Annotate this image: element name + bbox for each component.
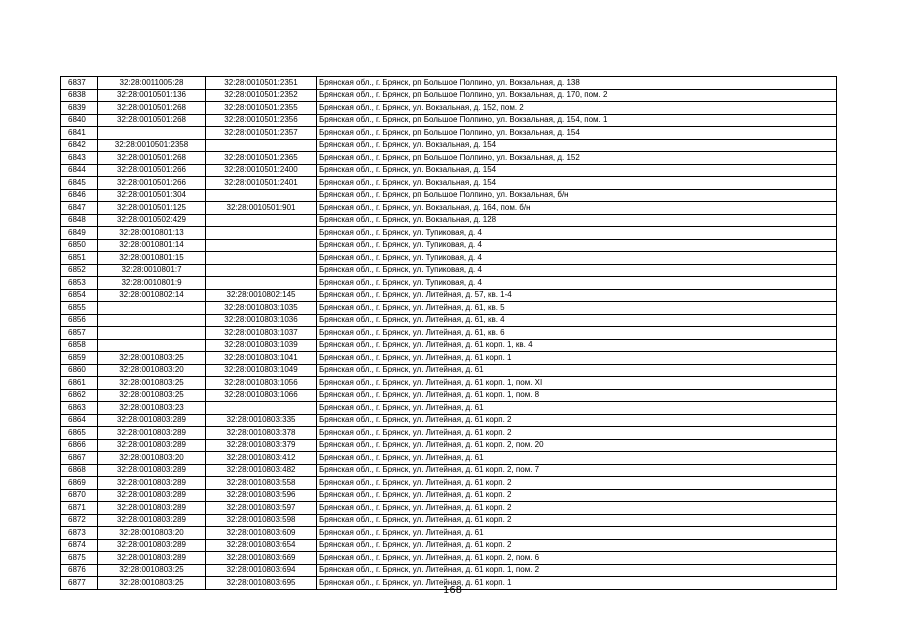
address-cell: Брянская обл., г. Брянск, ул. Вокзальная, д. 154 [317,139,837,152]
row-number-cell: 6842 [61,139,98,152]
table-row [61,239,837,252]
object-cadastral-number-cell: 32:28:0010803:412 [206,452,317,465]
table-row [61,77,837,90]
address-cell: Брянская обл., г. Брянск, ул. Литейная, д. 61 корп. 2 [317,427,837,440]
cadastral-number-cell: 32:28:0010501:266 [98,177,206,190]
row-number-cell: 6868 [61,464,98,477]
table-row [61,464,837,477]
table-row [61,427,837,440]
table-row [61,414,837,427]
cadastral-number-cell: 32:28:0010803:20 [98,527,206,540]
row-number-cell: 6853 [61,277,98,290]
row-number-cell: 6877 [61,577,98,590]
table-row [61,152,837,165]
address-cell: Брянская обл., г. Брянск, ул. Литейная, д. 61 корп. 1, пом. XI [317,377,837,390]
row-number-cell: 6874 [61,539,98,552]
cadastral-number-cell: 32:28:0010501:266 [98,164,206,177]
address-cell: Брянская обл., г. Брянск, ул. Литейная, д. 61 корп. 1 [317,352,837,365]
cadastral-number-cell: 32:28:0010803:289 [98,552,206,565]
table-row [61,377,837,390]
row-number-cell: 6864 [61,414,98,427]
cadastral-number-cell: 32:28:0010801:14 [98,239,206,252]
cadastral-number-cell: 32:28:0010803:289 [98,414,206,427]
row-number-cell: 6844 [61,164,98,177]
object-cadastral-number-cell: 32:28:0010803:1066 [206,389,317,402]
table-row [61,514,837,527]
table-row [61,364,837,377]
object-cadastral-number-cell: 32:28:0010803:482 [206,464,317,477]
cadastral-number-cell: 32:28:0011005:28 [98,77,206,90]
cadastral-number-cell: 32:28:0010803:25 [98,377,206,390]
address-cell: Брянская обл., г. Брянск, ул. Литейная, д. 61 корп. 1 [317,577,837,590]
address-cell: Брянская обл., г. Брянск, ул. Литейная, д. 61 корп. 2 [317,539,837,552]
address-cell: Брянская обл., г. Брянск, ул. Вокзальная, д. 154 [317,177,837,190]
object-cadastral-number-cell: 32:28:0010803:378 [206,427,317,440]
row-number-cell: 6851 [61,252,98,265]
cadastral-number-cell: 32:28:0010803:289 [98,427,206,440]
row-number-cell: 6839 [61,102,98,115]
cadastral-number-cell: 32:28:0010501:268 [98,102,206,115]
cadastral-number-cell: 32:28:0010803:23 [98,402,206,415]
address-cell: Брянская обл., г. Брянск, рп Большое Полпино, ул. Вокзальная, д. 170, пом. 2 [317,89,837,102]
cadastral-number-cell: 32:28:0010803:20 [98,452,206,465]
row-number-cell: 6858 [61,339,98,352]
row-number-cell: 6872 [61,514,98,527]
table-row [61,389,837,402]
object-cadastral-number-cell [206,252,317,265]
row-number-cell: 6855 [61,302,98,315]
row-number-cell: 6859 [61,352,98,365]
object-cadastral-number-cell: 32:28:0010803:1041 [206,352,317,365]
address-cell: Брянская обл., г. Брянск, ул. Литейная, д. 61, кв. 6 [317,327,837,340]
row-number-cell: 6860 [61,364,98,377]
address-cell: Брянская обл., г. Брянск, ул. Литейная, д. 61 корп. 1, пом. 2 [317,564,837,577]
table-row [61,552,837,565]
table-row [61,252,837,265]
row-number-cell: 6873 [61,527,98,540]
cadastral-number-cell [98,339,206,352]
table-row [61,439,837,452]
cadastral-number-cell: 32:28:0010801:7 [98,264,206,277]
table-row [61,402,837,415]
object-cadastral-number-cell: 32:28:0010803:1035 [206,302,317,315]
row-number-cell: 6848 [61,214,98,227]
row-number-cell: 6861 [61,377,98,390]
table-row [61,264,837,277]
address-cell: Брянская обл., г. Брянск, ул. Литейная, д. 61 корп. 2 [317,502,837,515]
cadastral-number-cell: 32:28:0010803:25 [98,577,206,590]
object-cadastral-number-cell: 32:28:0010802:145 [206,289,317,302]
address-cell: Брянская обл., г. Брянск, ул. Литейная, д. 61 корп. 2, пом. 7 [317,464,837,477]
row-number-cell: 6863 [61,402,98,415]
address-cell: Брянская обл., г. Брянск, ул. Литейная, д. 61 [317,364,837,377]
address-cell: Брянская обл., г. Брянск, ул. Литейная, д. 61 корп. 2, пом. 20 [317,439,837,452]
table-row [61,352,837,365]
table-row [61,477,837,490]
object-cadastral-number-cell [206,239,317,252]
address-cell: Брянская обл., г. Брянск, ул. Литейная, д. 61 [317,402,837,415]
address-cell: Брянская обл., г. Брянск, ул. Вокзальная, д. 154 [317,164,837,177]
object-cadastral-number-cell: 32:28:0010803:558 [206,477,317,490]
address-cell: Брянская обл., г. Брянск, ул. Литейная, д. 61 корп. 2 [317,414,837,427]
address-cell: Брянская обл., г. Брянск, ул. Литейная, д. 61, кв. 4 [317,314,837,327]
row-number-cell: 6857 [61,327,98,340]
row-number-cell: 6852 [61,264,98,277]
table-row [61,564,837,577]
address-cell: Брянская обл., г. Брянск, рп Большое Полпино, ул. Вокзальная, д. 138 [317,77,837,90]
object-cadastral-number-cell: 32:28:0010501:2365 [206,152,317,165]
object-cadastral-number-cell: 32:28:0010803:609 [206,527,317,540]
table-row [61,489,837,502]
object-cadastral-number-cell: 32:28:0010803:654 [206,539,317,552]
cadastral-number-cell: 32:28:0010803:289 [98,502,206,515]
object-cadastral-number-cell: 32:28:0010501:2355 [206,102,317,115]
address-cell: Брянская обл., г. Брянск, ул. Вокзальная, д. 128 [317,214,837,227]
table-row [61,502,837,515]
object-cadastral-number-cell [206,277,317,290]
row-number-cell: 6845 [61,177,98,190]
cadastral-number-cell [98,127,206,140]
object-cadastral-number-cell: 32:28:0010501:2400 [206,164,317,177]
address-cell: Брянская обл., г. Брянск, ул. Вокзальная, д. 164, пом. б/н [317,202,837,215]
table-row [61,164,837,177]
object-cadastral-number-cell: 32:28:0010501:901 [206,202,317,215]
address-cell: Брянская обл., г. Брянск, ул. Литейная, д. 61 корп. 2 [317,489,837,502]
object-cadastral-number-cell: 32:28:0010803:1036 [206,314,317,327]
address-cell: Брянская обл., г. Брянск, ул. Вокзальная, д. 152, пом. 2 [317,102,837,115]
address-cell: Брянская обл., г. Брянск, ул. Литейная, д. 57, кв. 1-4 [317,289,837,302]
table-row [61,302,837,315]
cadastral-number-cell: 32:28:0010803:289 [98,539,206,552]
table-row [61,89,837,102]
cadastral-number-cell: 32:28:0010502:429 [98,214,206,227]
object-cadastral-number-cell: 32:28:0010501:2357 [206,127,317,140]
table-row [61,314,837,327]
address-cell: Брянская обл., г. Брянск, ул. Тупиковая, д. 4 [317,252,837,265]
table-row [61,227,837,240]
table-row [61,452,837,465]
row-number-cell: 6870 [61,489,98,502]
object-cadastral-number-cell: 32:28:0010501:2356 [206,114,317,127]
table-row [61,289,837,302]
cadastral-number-cell: 32:28:0010803:289 [98,477,206,490]
cadastral-number-cell: 32:28:0010802:14 [98,289,206,302]
row-number-cell: 6843 [61,152,98,165]
object-cadastral-number-cell [206,214,317,227]
address-cell: Брянская обл., г. Брянск, рп Большое Полпино, ул. Вокзальная, д. 154, пом. 1 [317,114,837,127]
object-cadastral-number-cell [206,264,317,277]
object-cadastral-number-cell: 32:28:0010803:597 [206,502,317,515]
object-cadastral-number-cell: 32:28:0010803:596 [206,489,317,502]
cadastral-number-cell: 32:28:0010801:9 [98,277,206,290]
row-number-cell: 6837 [61,77,98,90]
row-number-cell: 6875 [61,552,98,565]
row-number-cell: 6871 [61,502,98,515]
row-number-cell: 6869 [61,477,98,490]
object-cadastral-number-cell: 32:28:0010803:335 [206,414,317,427]
row-number-cell: 6846 [61,189,98,202]
cadastral-number-cell: 32:28:0010803:25 [98,564,206,577]
object-cadastral-number-cell: 32:28:0010803:598 [206,514,317,527]
cadastral-number-cell: 32:28:0010803:289 [98,439,206,452]
cadastral-number-cell: 32:28:0010501:125 [98,202,206,215]
object-cadastral-number-cell [206,227,317,240]
cadastral-number-cell: 32:28:0010501:2358 [98,139,206,152]
cadastral-number-cell: 32:28:0010803:20 [98,364,206,377]
row-number-cell: 6865 [61,427,98,440]
object-cadastral-number-cell: 32:28:0010803:694 [206,564,317,577]
table-body [61,77,837,590]
table-row [61,339,837,352]
table-row [61,177,837,190]
address-cell: Брянская обл., г. Брянск, ул. Тупиковая, д. 4 [317,277,837,290]
cadastral-number-cell [98,302,206,315]
row-number-cell: 6849 [61,227,98,240]
row-number-cell: 6867 [61,452,98,465]
object-cadastral-number-cell: 32:28:0010803:695 [206,577,317,590]
row-number-cell: 6850 [61,239,98,252]
table-row [61,277,837,290]
row-number-cell: 6847 [61,202,98,215]
object-cadastral-number-cell: 32:28:0010803:1037 [206,327,317,340]
cadastral-number-cell [98,314,206,327]
cadastral-number-cell [98,327,206,340]
address-cell: Брянская обл., г. Брянск, ул. Тупиковая, д. 4 [317,264,837,277]
address-cell: Брянская обл., г. Брянск, ул. Литейная, д. 61 корп. 1, пом. 8 [317,389,837,402]
address-cell: Брянская обл., г. Брянск, ул. Литейная, д. 61 [317,527,837,540]
object-cadastral-number-cell: 32:28:0010803:379 [206,439,317,452]
row-number-cell: 6838 [61,89,98,102]
object-cadastral-number-cell: 32:28:0010803:669 [206,552,317,565]
cadastral-number-cell: 32:28:0010501:304 [98,189,206,202]
cadastral-number-cell: 32:28:0010501:268 [98,152,206,165]
address-cell: Брянская обл., г. Брянск, ул. Литейная, д. 61 корп. 2 [317,514,837,527]
row-number-cell: 6876 [61,564,98,577]
row-number-cell: 6862 [61,389,98,402]
address-cell: Брянская обл., г. Брянск, ул. Литейная, д. 61 корп. 2, пом. 6 [317,552,837,565]
table-row [61,114,837,127]
object-cadastral-number-cell: 32:28:0010501:2351 [206,77,317,90]
object-cadastral-number-cell: 32:28:0010501:2401 [206,177,317,190]
cadastral-number-cell: 32:28:0010801:13 [98,227,206,240]
table-row [61,214,837,227]
table-row [61,527,837,540]
table-row [61,139,837,152]
cadastral-number-cell: 32:28:0010501:268 [98,114,206,127]
object-cadastral-number-cell: 32:28:0010501:2352 [206,89,317,102]
cadastral-number-cell: 32:28:0010803:25 [98,352,206,365]
page-number: 168 [442,585,463,596]
cadastral-number-cell: 32:28:0010803:289 [98,489,206,502]
table-row [61,539,837,552]
row-number-cell: 6856 [61,314,98,327]
object-cadastral-number-cell: 32:28:0010803:1039 [206,339,317,352]
property-table [60,76,837,590]
cadastral-number-cell: 32:28:0010501:136 [98,89,206,102]
cadastral-number-cell: 32:28:0010803:25 [98,389,206,402]
address-cell: Брянская обл., г. Брянск, рп Большое Полпино, ул. Вокзальная, д. 154 [317,127,837,140]
address-cell: Брянская обл., г. Брянск, ул. Литейная, д. 61 корп. 1, кв. 4 [317,339,837,352]
object-cadastral-number-cell: 32:28:0010803:1056 [206,377,317,390]
row-number-cell: 6866 [61,439,98,452]
row-number-cell: 6854 [61,289,98,302]
row-number-cell: 6840 [61,114,98,127]
table-row [61,127,837,140]
address-cell: Брянская обл., г. Брянск, ул. Тупиковая, д. 4 [317,227,837,240]
table-row [61,102,837,115]
table-row [61,327,837,340]
object-cadastral-number-cell [206,139,317,152]
object-cadastral-number-cell [206,402,317,415]
object-cadastral-number-cell: 32:28:0010803:1049 [206,364,317,377]
object-cadastral-number-cell [206,189,317,202]
cadastral-number-cell: 32:28:0010803:289 [98,514,206,527]
address-cell: Брянская обл., г. Брянск, ул. Литейная, д. 61 [317,452,837,465]
address-cell: Брянская обл., г. Брянск, рп Большое Полпино, ул. Вокзальная, д. 152 [317,152,837,165]
table-row [61,202,837,215]
address-cell: Брянская обл., г. Брянск, ул. Литейная, д. 61, кв. 5 [317,302,837,315]
table-row [61,189,837,202]
address-cell: Брянская обл., г. Брянск, ул. Литейная, д. 61 корп. 2 [317,477,837,490]
row-number-cell: 6841 [61,127,98,140]
address-cell: Брянская обл., г. Брянск, ул. Тупиковая, д. 4 [317,239,837,252]
address-cell: Брянская обл., г. Брянск, рп Большое Полпино, ул. Вокзальная, б/н [317,189,837,202]
cadastral-number-cell: 32:28:0010801:15 [98,252,206,265]
cadastral-number-cell: 32:28:0010803:289 [98,464,206,477]
